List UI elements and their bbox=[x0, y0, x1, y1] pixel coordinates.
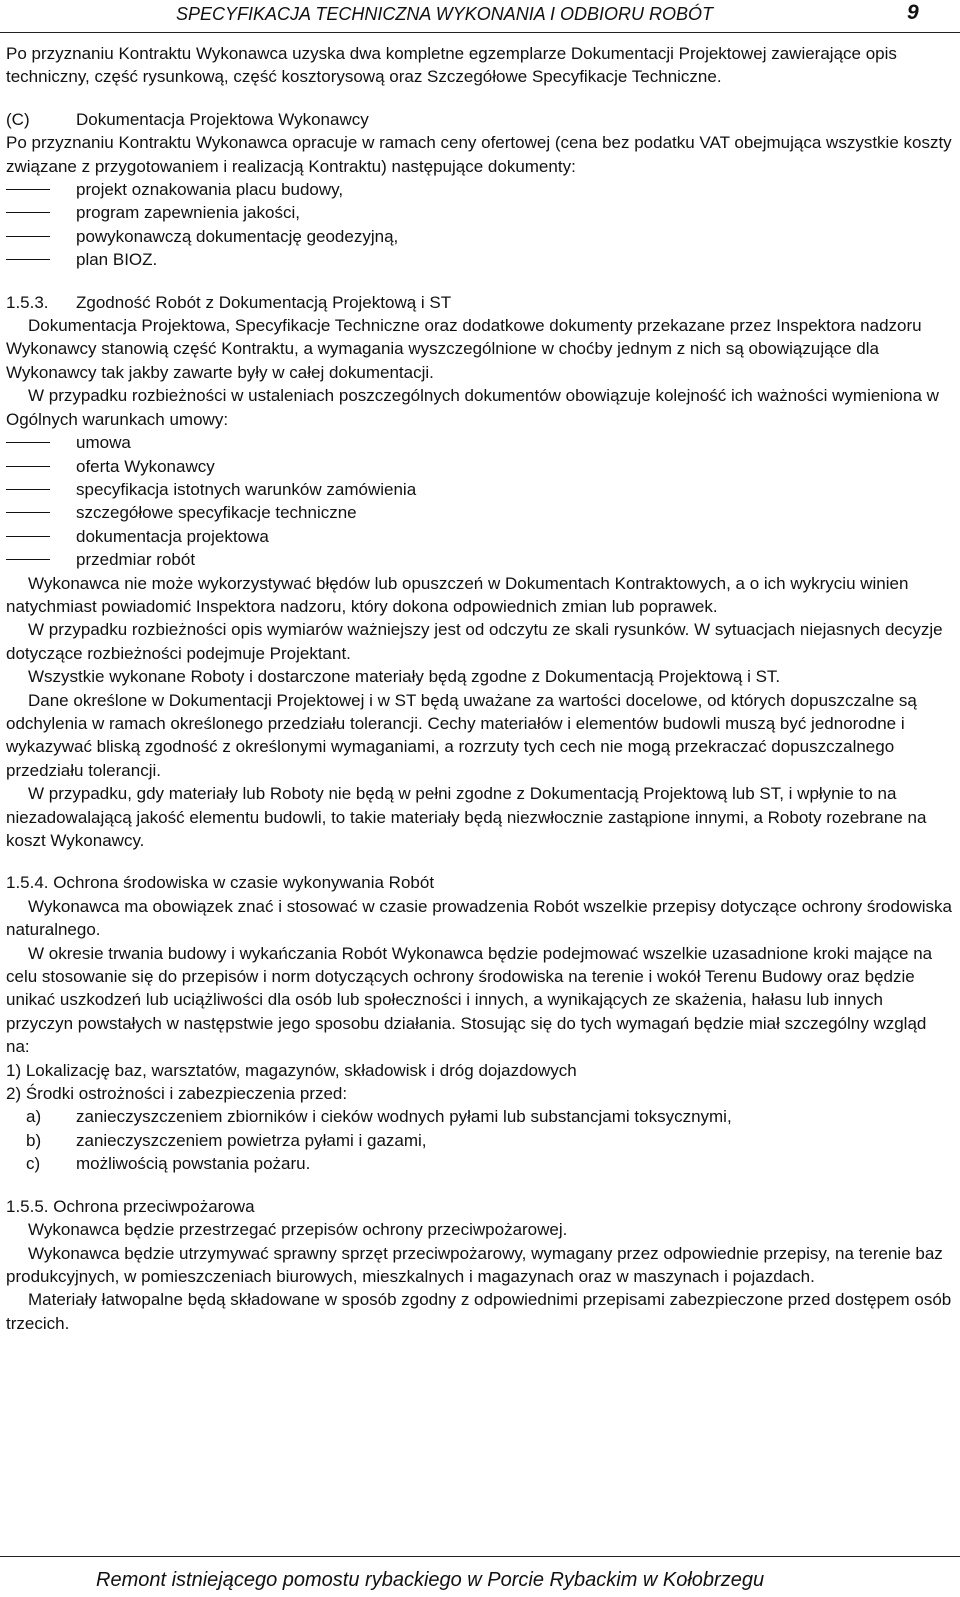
list-item: projekt oznakowania placu budowy, bbox=[6, 178, 954, 201]
list-item: szczegółowe specyfikacje techniczne bbox=[6, 501, 954, 524]
section-c-number: (C) bbox=[6, 109, 30, 129]
section-153-paragraph: W przypadku rozbieżności opis wymiarów ważniejszy jest od odczytu ze skali rysunków. W sytuacjach niejasnych decyzje dotyczące rozbieżności podejmuje Projektant. bbox=[6, 620, 943, 663]
lettered-item: a) zanieczyszczeniem zbiorników i cieków wodnych pyłami lub substancjami toksycznymi, bbox=[26, 1107, 732, 1127]
dash-bullet-icon bbox=[6, 236, 50, 237]
list-item: umowa bbox=[6, 431, 954, 454]
dash-bullet-icon bbox=[6, 442, 50, 443]
list-item: dokumentacja projektowa bbox=[6, 525, 954, 548]
section-153-paragraph: Dane określone w Dokumentacji Projektowej i w ST będą uważane za wartości docelowe, od których dopuszczalne są odchylenia w ramach określonego przedziału tolerancji. Cechy materiałów i elementów budowli muszą być jednorodne i wykazywać bliską zgodność z określonymi wymaganiami, a rozrzuty tych cech nie mogą przekraczać dopuszczalnego przedziału tolerancji. bbox=[6, 690, 917, 780]
section-153-paragraph: Dokumentacja Projektowa, Specyfikacje Techniczne oraz dodatkowe dokumenty przekazane przez Inspektora nadzoru Wykonawcy stanowią część Kontraktu, a wymagania wyszczególnione w choćby jednym z nich są obowiązujące dla Wykonawcy tak jakby zawarte były w całej dokumentacji. bbox=[6, 316, 922, 382]
section-155-paragraph: Wykonawca będzie utrzymywać sprawny sprzęt przeciwpożarowy, wymagany przez odpowiednie przepisy, na terenie baz produkcyjnych, w pomieszczeniach biurowych, mieszkalnych i magazynach oraz w maszynach i pojazdach. bbox=[6, 1243, 943, 1286]
dash-bullet-icon bbox=[6, 536, 50, 537]
list-item: specyfikacja istotnych warunków zamówienia bbox=[6, 478, 954, 501]
section-155-paragraph: Materiały łatwopalne będą składowane w sposób zgodny z odpowiednimi przepisami zabezpieczone przed dostępem osób trzecich. bbox=[6, 1290, 952, 1333]
lettered-item: c) możliwością powstania pożaru. bbox=[26, 1154, 311, 1174]
list-item: przedmiar robót bbox=[6, 548, 954, 571]
list-item: program zapewnienia jakości, bbox=[6, 201, 954, 224]
dash-bullet-icon bbox=[6, 512, 50, 513]
page-footer bbox=[0, 1556, 960, 1597]
section-155-heading: 1.5.5. Ochrona przeciwpożarowa bbox=[6, 1196, 255, 1216]
section-c-text: Po przyznaniu Kontraktu Wykonawca opracuje w ramach ceny ofertowej (cena bez podatku VAT obejmująca wszystkie koszty związane z przygotowaniem i realizacją Kontraktu) następujące dokumenty: bbox=[6, 133, 952, 176]
page-header bbox=[0, 0, 960, 33]
section-154-paragraph: W okresie trwania budowy i wykańczania Robót Wykonawca będzie podejmować wszelkie uzasadnione kroki mające na celu stosowanie się do przepisów i norm dotyczących ochrony środowiska na terenie i wokół Terenu Budowy oraz będzie unikać uszkodzeń lub uciążliwości dla osób lub społeczności i innych, a wynikających ze skażenia, hałasu lub innych przyczyn powstałych w następstwie jego sposobu działania. Stosując się do tych wymagań będzie miał szczególny wzgląd na: bbox=[6, 943, 933, 1057]
section-153-paragraph: Wszystkie wykonane Roboty i dostarczone materiały będą zgodne z Dokumentacją Projektową i ST. bbox=[28, 667, 781, 687]
section-153-paragraph: Wykonawca nie może wykorzystywać błędów lub opuszczeń w Dokumentach Kontraktowych, a o ich wykryciu winien natychmiast powiadomić Inspektora nadzoru, który dokona odpowiednich zmian lub poprawek. bbox=[6, 573, 909, 616]
section-153-paragraph: W przypadku rozbieżności w ustaleniach poszczególnych dokumentów obowiązuje kolejność ich ważności wymieniona w Ogólnych warunkach umowy: bbox=[6, 386, 939, 429]
section-153-heading bbox=[6, 291, 954, 314]
section-154-heading: 1.5.4. Ochrona środowiska w czasie wykonywania Robót bbox=[6, 873, 435, 893]
numbered-item: 1) Lokalizację baz, warsztatów, magazynów, składowisk i dróg dojazdowych bbox=[6, 1060, 577, 1080]
lettered-item: b) zanieczyszczeniem powietrza pyłami i gazami, bbox=[26, 1130, 427, 1150]
dash-bullet-icon bbox=[6, 559, 50, 560]
section-c-heading bbox=[6, 108, 954, 131]
header-title: SPECYFIKACJA TECHNICZNA WYKONANIA I ODBIORU ROBÓT bbox=[176, 4, 714, 24]
section-153-title: Zgodność Robót z Dokumentacją Projektową i ST bbox=[76, 292, 452, 312]
dash-bullet-icon bbox=[6, 212, 50, 213]
section-154-paragraph: Wykonawca ma obowiązek znać i stosować w czasie prowadzenia Robót wszelkie przepisy dotyczące ochrony środowiska naturalnego. bbox=[6, 896, 952, 940]
dash-bullet-icon bbox=[6, 189, 50, 190]
section-155-paragraph: Wykonawca będzie przestrzegać przepisów ochrony przeciwpożarowej. bbox=[28, 1220, 568, 1240]
list-item: oferta Wykonawcy bbox=[6, 455, 954, 478]
dash-bullet-icon bbox=[6, 466, 50, 467]
document-body bbox=[6, 42, 954, 1335]
list-item: powykonawczą dokumentację geodezyjną, bbox=[6, 225, 954, 248]
numbered-item: 2) Środki ostrożności i zabezpieczenia przed: bbox=[6, 1084, 348, 1104]
intro-paragraph: Po przyznaniu Kontraktu Wykonawca uzyska dwa kompletne egzemplarze Dokumentacji Projektowej zawierające opis techniczny, część rysunkową, część kosztorysową oraz Szczegółowe Specyfikacje Techniczne. bbox=[6, 44, 897, 87]
list-item: plan BIOZ. bbox=[6, 248, 954, 271]
dash-bullet-icon bbox=[6, 489, 50, 490]
section-c-title: Dokumentacja Projektowa Wykonawcy bbox=[76, 109, 369, 129]
dash-bullet-icon bbox=[6, 259, 50, 260]
section-153-number: 1.5.3. bbox=[6, 292, 49, 312]
footer-text: Remont istniejącego pomostu rybackiego w Porcie Rybackim w Kołobrzegu bbox=[96, 1569, 765, 1591]
section-153-paragraph: W przypadku, gdy materiały lub Roboty nie będą w pełni zgodne z Dokumentacją Projektową lub ST, i wpłynie to na niezadowalającą jakość elementu budowli, to takie materiały będą niezwłocznie zastąpione innymi, a Roboty rozebrane na koszt Wykonawcy. bbox=[6, 784, 927, 850]
page-number: 9 bbox=[907, 1, 919, 24]
